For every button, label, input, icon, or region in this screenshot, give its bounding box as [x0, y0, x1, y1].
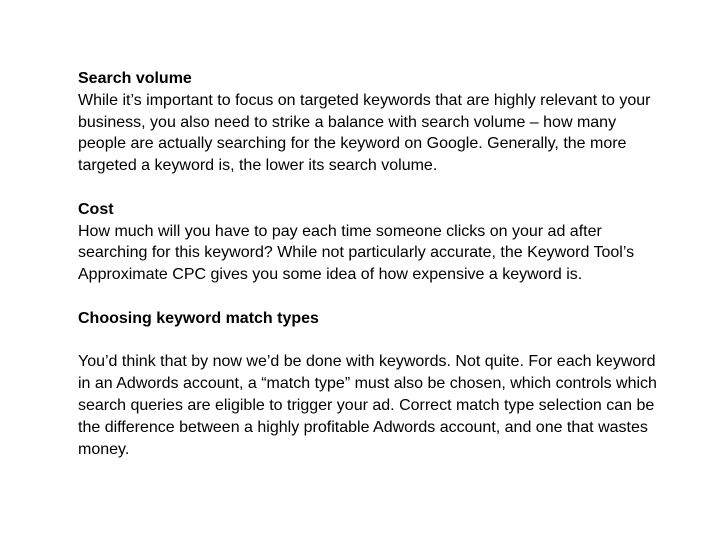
section-spacer [78, 286, 658, 308]
section-body: You’d think that by now we’d be done with keywords. Not quite. For each keyword in an Adwords account, a “match type” must also be chosen, which controls which search queries are eligible to trigger your ad. Correct match type selection can be the difference between a highly profitable Adwords account, and one that wastes money. [78, 353, 657, 458]
section-spacer [78, 177, 658, 199]
heading-spacer [78, 330, 658, 352]
section-heading: Choosing keyword match types [78, 309, 319, 327]
section-heading: Cost [78, 200, 114, 218]
section-search-volume [78, 68, 658, 177]
section-body: How much will you have to pay each time someone clicks on your ad after searching for this keyword? While not particularly accurate, the Keyword Tool’s Approximate CPC gives you some idea of how expensive a keyword is. [78, 222, 635, 284]
section-match-types [78, 308, 658, 461]
section-cost [78, 199, 658, 286]
document-page [78, 68, 658, 460]
section-body: While it’s important to focus on targeted keywords that are highly relevant to your business, you also need to strike a balance with search volume – how many people are actually searching for the keyword on Google. Generally, the more targeted a keyword is, the lower its search volume. [78, 91, 651, 175]
section-heading: Search volume [78, 70, 192, 87]
